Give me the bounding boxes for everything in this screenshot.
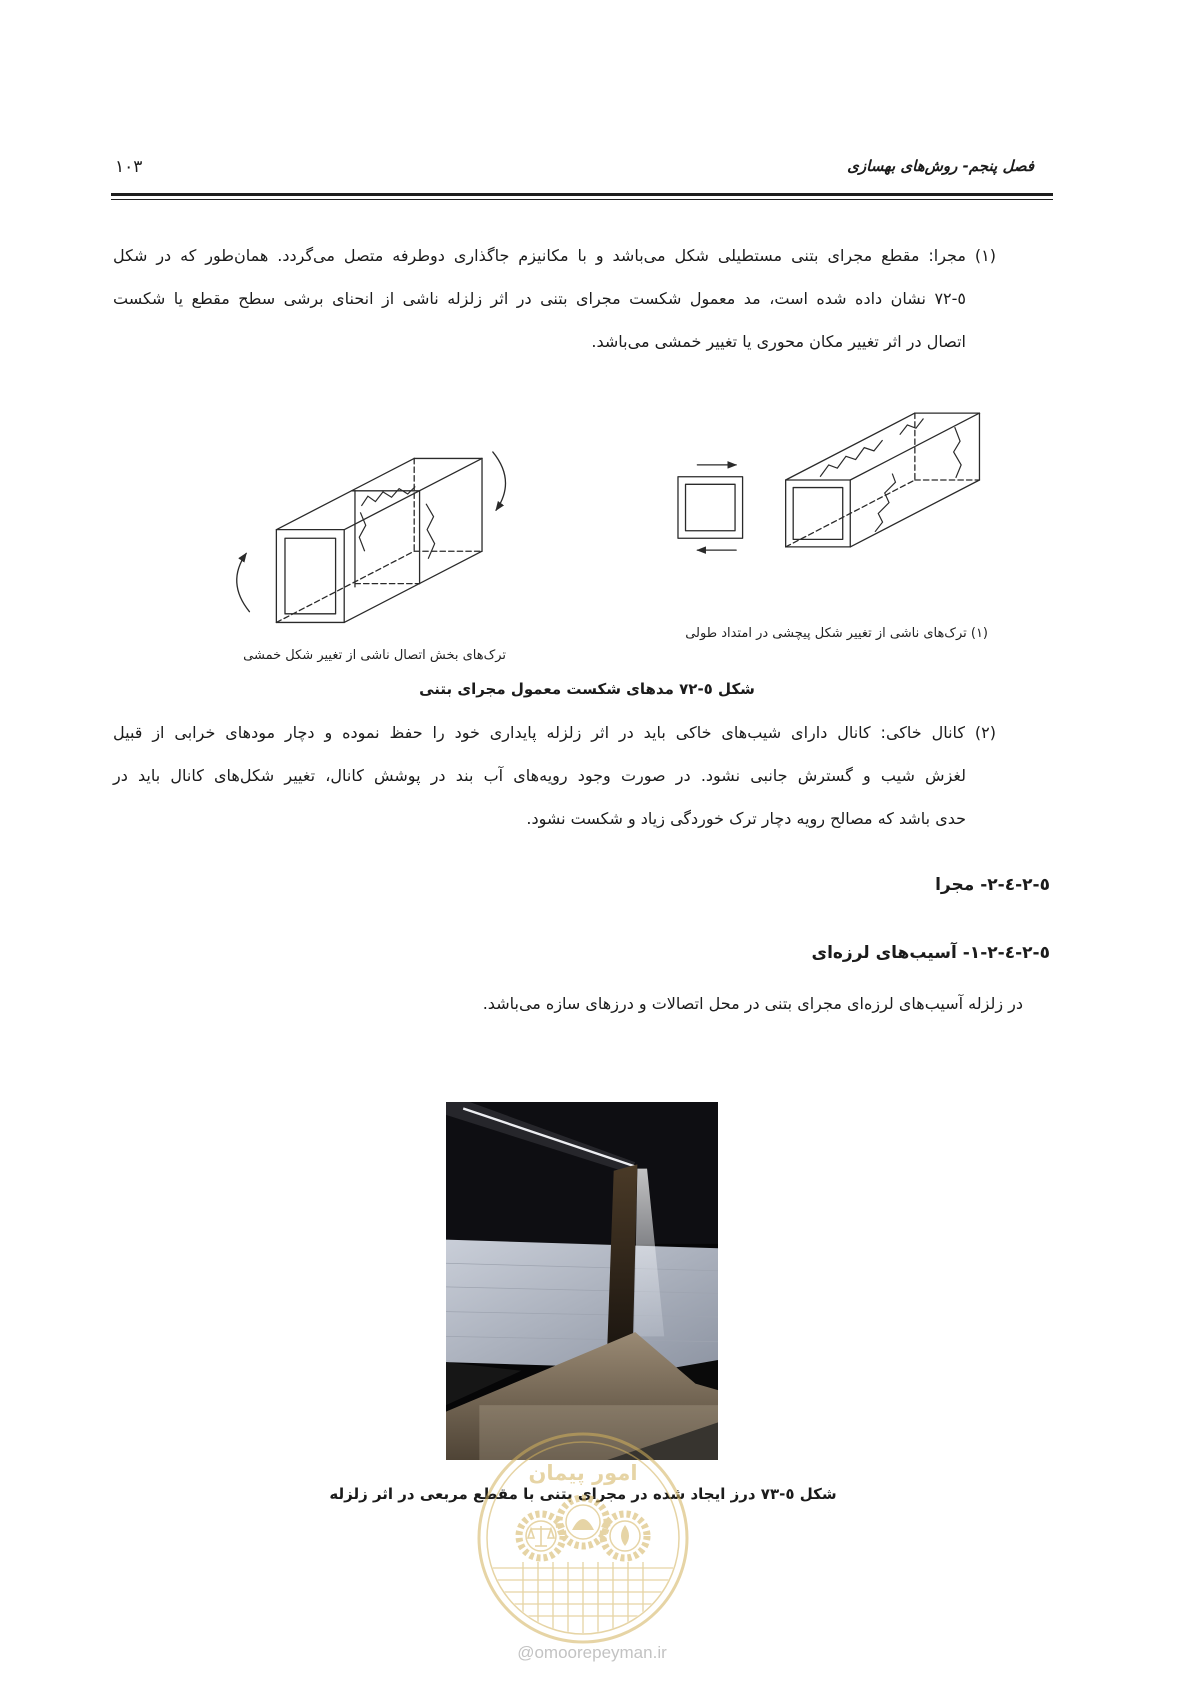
seal-lettering: امور پیمان xyxy=(528,1461,638,1485)
gear-icon xyxy=(603,1514,647,1558)
box-front-face xyxy=(276,530,344,623)
figure-72-caption: شکل ٥-٧٢ مدهای شکست معمول مجرای بتنی xyxy=(419,680,755,698)
drop-icon xyxy=(621,1525,629,1546)
bending-box-drawing xyxy=(237,452,506,622)
paragraph-line: (٢) کانال خاکی: کانال دارای شیب‌های خاکی باید در اثر زلزله پایداری خود را حفظ نموده و دچار مودهای خرابی از قبیل xyxy=(113,723,996,742)
figure-73-caption: شکل ٥-٧٣ درز ایجاد شده در مجرای بتنی با مقطع مربعی در اثر زلزله xyxy=(329,1485,837,1503)
paragraph-earth-canal xyxy=(113,711,996,840)
subsection-heading: ٥-٢-٤-٢-١- آسیب‌های لرزه‌ای xyxy=(811,943,1050,963)
torsion-box-drawing xyxy=(786,413,980,547)
joint-damage-photo xyxy=(446,1102,718,1460)
box-edge xyxy=(344,458,482,529)
gear-icon xyxy=(519,1514,563,1558)
figure-72-drawings xyxy=(215,398,1001,630)
paragraph-line: لغزش شیب و گسترش جانبی نشود. در صورت وجود رویه‌های آب بند در پوشش کانال، تغییر شکل‌های کانال باید در xyxy=(113,766,966,785)
box-edge xyxy=(344,551,482,622)
watermark-site-url: @omoorepeyman.ir xyxy=(517,1643,667,1662)
crack-line xyxy=(954,427,962,478)
hidden-edge xyxy=(276,551,414,622)
crack-line xyxy=(875,474,895,532)
seismic-damage-paragraph: در زلزله آسیب‌های لرزه‌ای مجرای بتنی در محل اتصالات و درزهای سازه می‌باشد. xyxy=(482,994,1023,1013)
seal-outer-ring xyxy=(479,1434,687,1642)
bending-arrow-icon xyxy=(493,452,506,510)
publisher-seal-watermark xyxy=(473,1428,693,1648)
gear-icon xyxy=(526,1521,556,1551)
seal-inner-ring xyxy=(487,1442,679,1634)
box-front-opening xyxy=(793,488,843,540)
paragraph-line: حدی باشد که مصالح رویه دچار ترک خوردگی زیاد و شکست نشود. xyxy=(526,809,966,828)
gear-icon xyxy=(566,1505,600,1539)
concrete-wall xyxy=(446,1240,718,1371)
box-front-opening xyxy=(285,538,336,614)
paragraph-line: (١) مجرا: مقطع مجرای بتنی مستطیلی شکل می‌باشد و با مکانیزم جاگذاری دوطرفه متصل می‌گردد. همان‌طور که در شکل xyxy=(113,246,996,265)
torsion-section-drawing xyxy=(678,465,743,550)
dome-icon xyxy=(572,1519,594,1530)
crack-line xyxy=(359,512,365,551)
paragraph-line: ٥-٧٢ نشان داده شده است، مد معمول شکست مجرای بتنی در اثر زلزله ناشی از انحنای برشی سطح مقطع یا شکست xyxy=(113,289,966,308)
crack-line xyxy=(426,504,435,559)
box-edge xyxy=(786,413,915,480)
gear-icon xyxy=(559,1498,607,1546)
box-edge xyxy=(276,458,414,529)
header-rule xyxy=(111,193,1053,196)
box-edge xyxy=(850,480,979,547)
crack-line xyxy=(900,419,924,435)
photo-band xyxy=(479,1405,718,1460)
paragraph-conduit xyxy=(113,234,996,363)
scale-icon xyxy=(528,1526,554,1546)
section-inner-icon xyxy=(686,484,736,530)
section-outer-icon xyxy=(678,477,743,539)
box-front-face xyxy=(786,480,851,547)
grid-pattern xyxy=(493,1562,673,1638)
paragraph-line: اتصال در اثر تغییر مکان محوری یا تغییر خمشی می‌باشد. xyxy=(591,332,966,351)
chapter-title: فصل پنجم- روش‌های بهسازی xyxy=(847,157,1034,175)
page-number: ١٠٣ xyxy=(115,157,143,177)
section-heading: ٥-٢-٤-٢- مجرا xyxy=(935,875,1050,895)
gear-icon xyxy=(610,1521,640,1551)
header-rule-thin xyxy=(111,199,1053,200)
crack-line xyxy=(361,486,415,505)
torsion-caption: (١) ترک‌های ناشی از تغییر شکل پیچشی در امتداد طولی xyxy=(685,626,988,641)
bending-caption: ترک‌های بخش اتصال ناشی از تغییر شکل خمشی xyxy=(243,648,506,663)
bending-arrow-icon xyxy=(237,553,250,611)
